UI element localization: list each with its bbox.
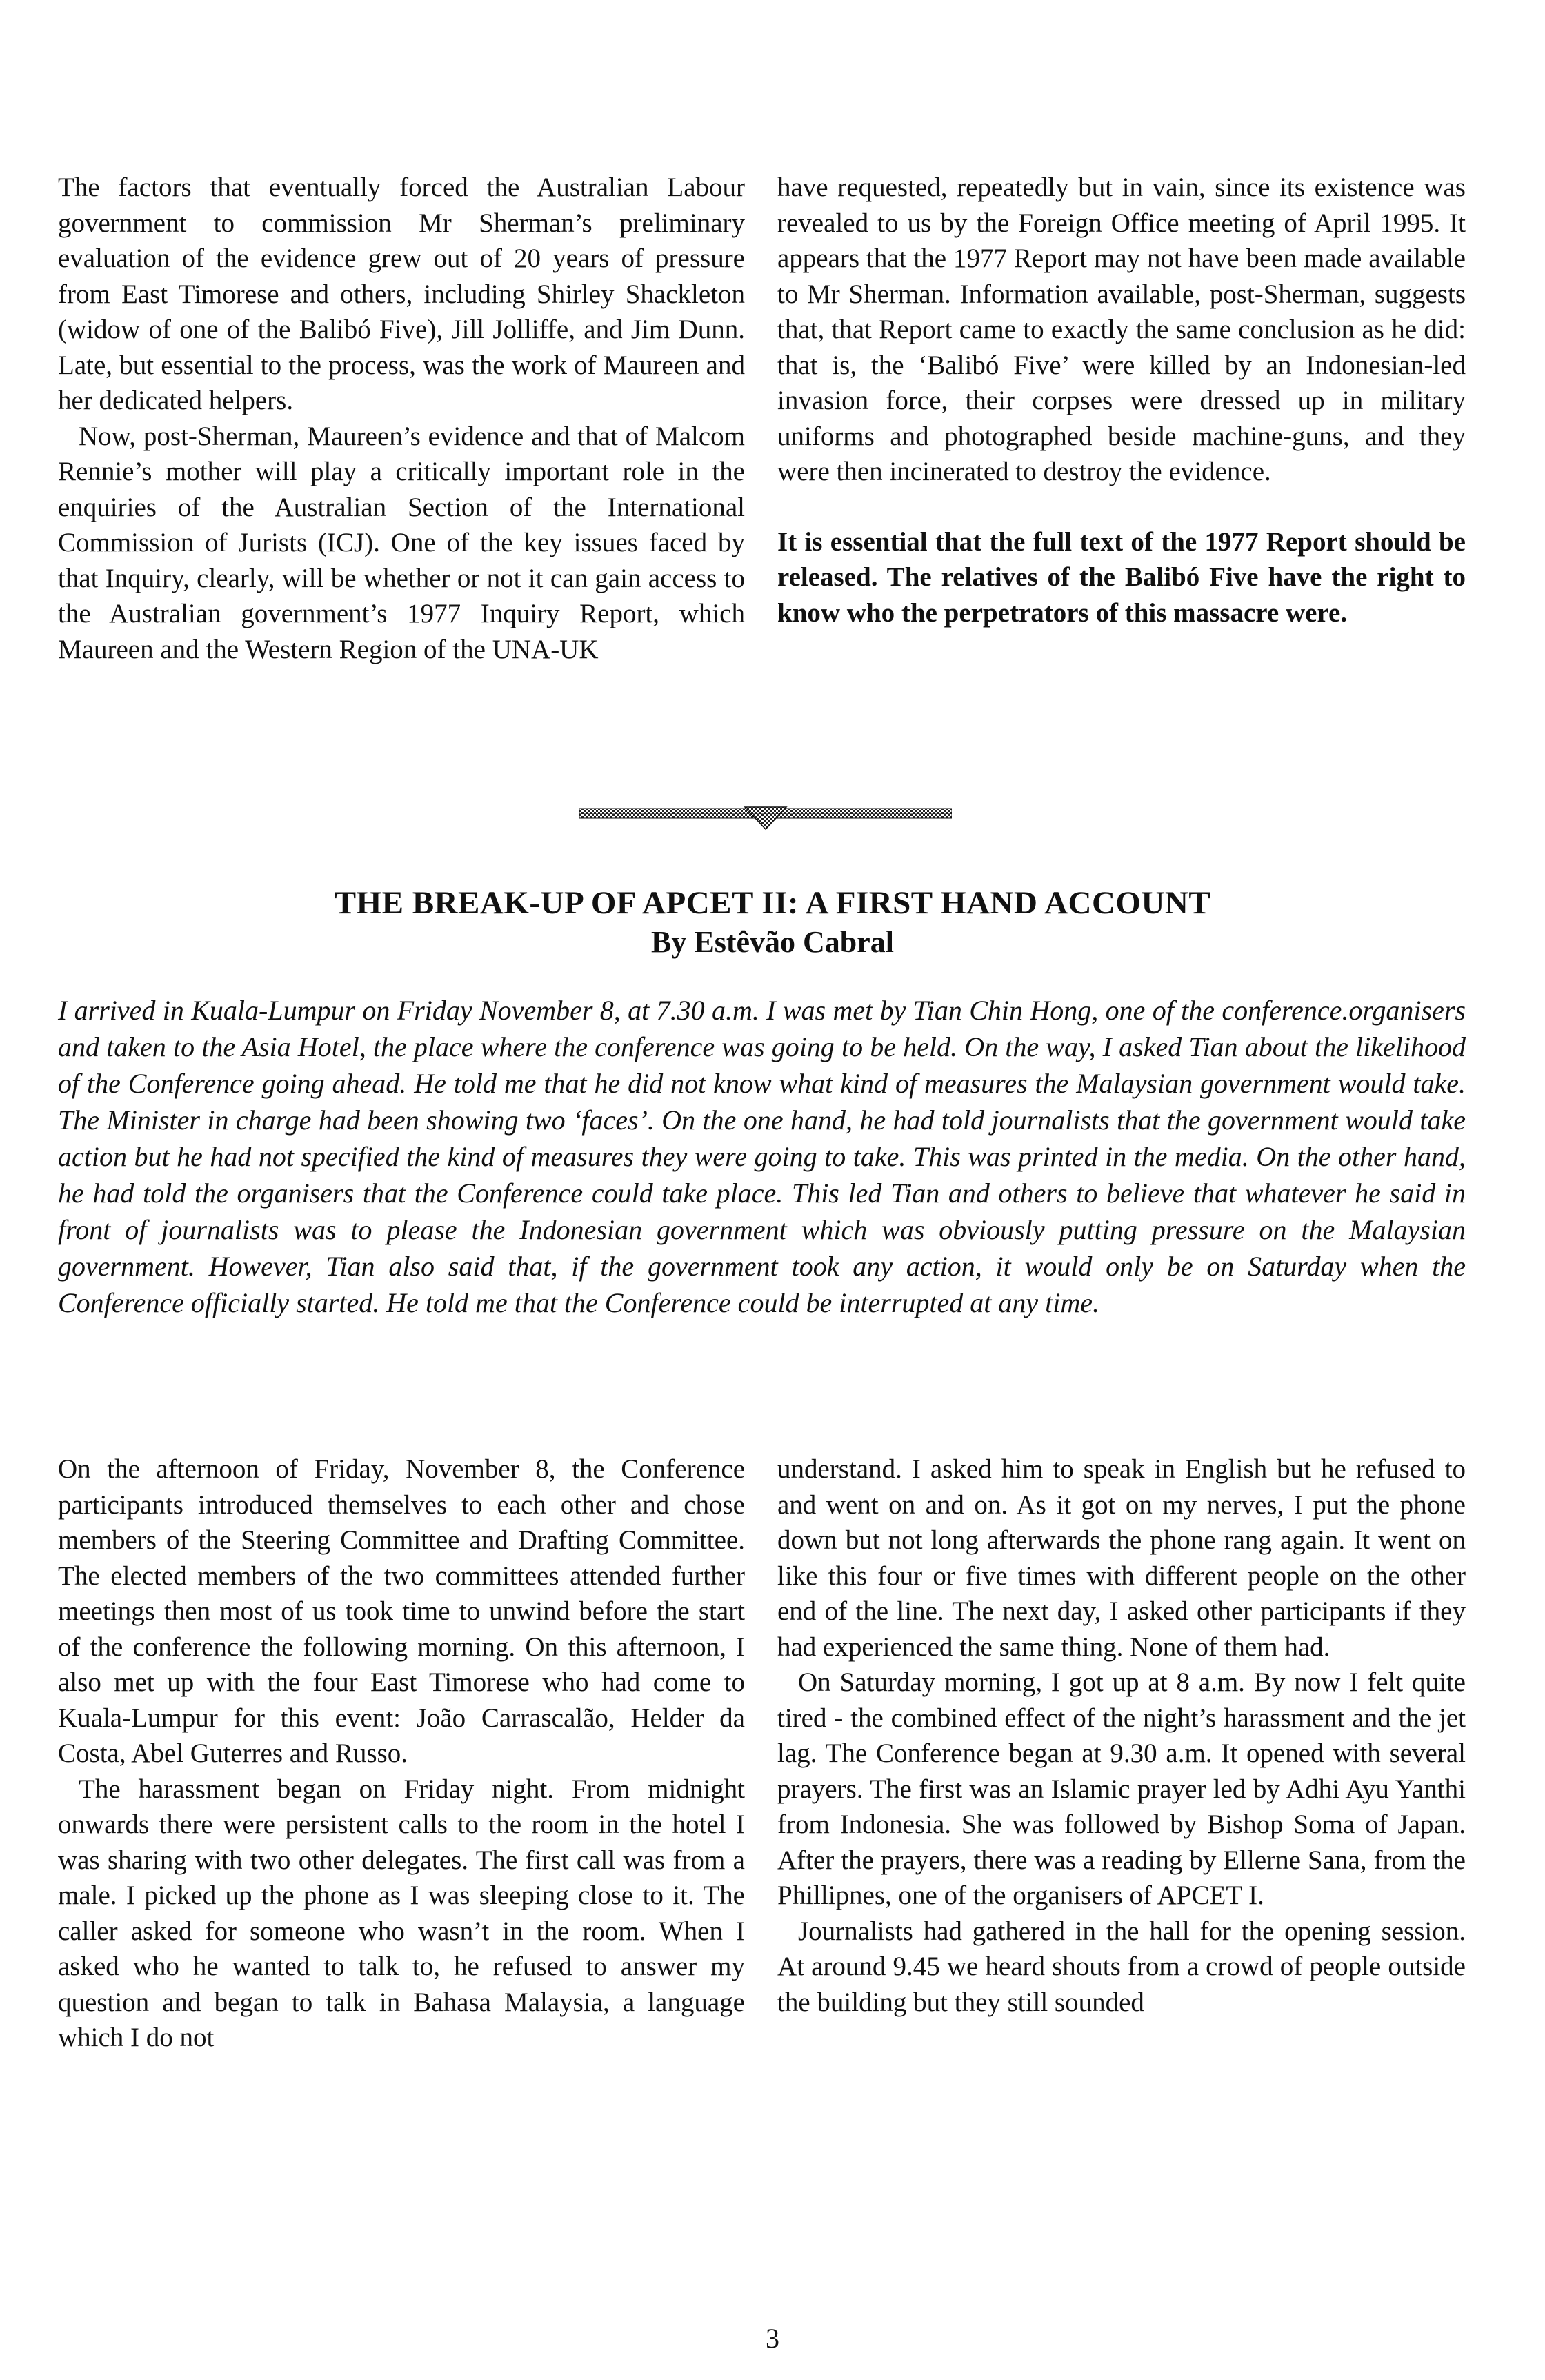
bottom-left-column <box>58 1451 745 2056</box>
paragraph: Journalists had gathered in the hall for the opening session. At around 9.45 we heard shouts from a crowd of people outside the building but they still sounded <box>777 1916 1466 2017</box>
bold-note: It is essential that the full text of the 1977 Report should be released. The relatives of the Balibó Five have the right to know who the perpetrators of this massacre were. <box>777 526 1466 628</box>
article-intro <box>58 992 1466 1321</box>
paragraph: The factors that eventually forced the Australian Labour government to commission Mr Sherman’s preliminary evaluation of the evidence grew out of 20 years of pressure from East Timorese and others, including Shirley Shackleton (widow of one of the Balibó Five), Jill Jolliffe, and Jim Dunn. Late, but essential to the process, was the work of Maureen and her dedicated helpers. <box>58 172 745 415</box>
section-divider-icon <box>579 802 952 832</box>
article-byline: By Estêvão Cabral <box>651 925 894 959</box>
article-title: THE BREAK-UP OF APCET II: A FIRST HAND ACCOUNT <box>334 885 1211 921</box>
paragraph: Now, post-Sherman, Maureen’s evidence and that of Malcom Rennie’s mother will play a critically important role in the enquiries of the Australian Section of the International Commission of Jurists (ICJ). One of the key issues faced by that Inquiry, clearly, will be whether or not it can gain access to the Australian government’s 1977 Inquiry Report, which Maureen and the Western Region of the UNA-UK <box>58 421 745 664</box>
paragraph: On the afternoon of Friday, November 8, the Conference participants introduced themselves to each other and chose members of the Steering Committee and Drafting Committee. The elected members of the two committees attended further meetings then most of us took time to unwind before the start of the conference the following morning. On this afternoon, I also met up with the four East Timorese who had come to Kuala-Lumpur for this event: João Carrascalão, Helder da Costa, Abel Guterres and Russo. <box>58 1454 745 1768</box>
top-left-column <box>58 170 745 667</box>
paragraph: have requested, repeatedly but in vain, since its existence was revealed to us by the Foreign Office meeting of April 1995. It appears that the 1977 Report may not have been made available to Mr Sherman. Information available, post-Sherman, suggests that, that Report came to exactly the same conclusion as he did: that is, the ‘Balibó Five’ were killed by an Indonesian-led invasion force, their corpses were dressed up in military uniforms and photographed beside machine-guns, and they were then incinerated to destroy the evidence. <box>777 172 1466 486</box>
top-right-column <box>777 170 1466 631</box>
intro-paragraph: I arrived in Kuala-Lumpur on Friday November 8, at 7.30 a.m. I was met by Tian Chin Hong, one of the conference.organisers and taken to the Asia Hotel, the place where the conference was going to be held. On the way, I asked Tian about the likelihood of the Conference going ahead. He told me that he did not know what kind of measures the Malaysian government would take. The Minister in charge had been showing two ‘faces’. On the one hand, he had told journalists that the government would take action but he had not specified the kind of measures they were going to take. This was printed in the media. On the other hand, he had told the organisers that the Conference could take place. This led Tian and others to believe that whatever he said in front of journalists was to please the Indonesian government which was obviously putting pressure on the Malaysian government. However, Tian also said that, if the government took any action, it would only be on Saturday when the Conference officially started. He told me that the Conference could be interrupted at any time. <box>58 995 1466 1318</box>
bottom-right-column <box>777 1451 1466 2020</box>
paragraph: On Saturday morning, I got up at 8 a.m. By now I felt quite tired - the combined effect of the night’s harassment and the jet lag. The Conference began at 9.30 a.m. It opened with several prayers. The first was an Islamic prayer led by Adhi Ayu Yanthi from Indonesia. She was followed by Bishop Soma of Japan. After the prayers, there was a reading by Ellerne Sana, from the Phillipnes, one of the organisers of APCET I. <box>777 1667 1466 1910</box>
paragraph: The harassment began on Friday night. From midnight onwards there were persistent calls to the room in the hotel I was sharing with two other delegates. The first call was from a male. I picked up the phone as I was sleeping close to it. The caller asked for someone who wasn’t in the room. When I asked who he wanted to talk to, he refused to answer my question and began to talk in Bahasa Malaysia, a language which I do not <box>58 1774 745 2052</box>
paragraph: understand. I asked him to speak in English but he refused to and went on and on. As it got on my nerves, I put the phone down but not long afterwards the phone rang again. It went on like this four or five times with different people on the other end of the line. The next day, I asked other participants if they had experienced the same thing. None of them had. <box>777 1454 1466 1662</box>
page-number: 3 <box>766 2323 779 2354</box>
